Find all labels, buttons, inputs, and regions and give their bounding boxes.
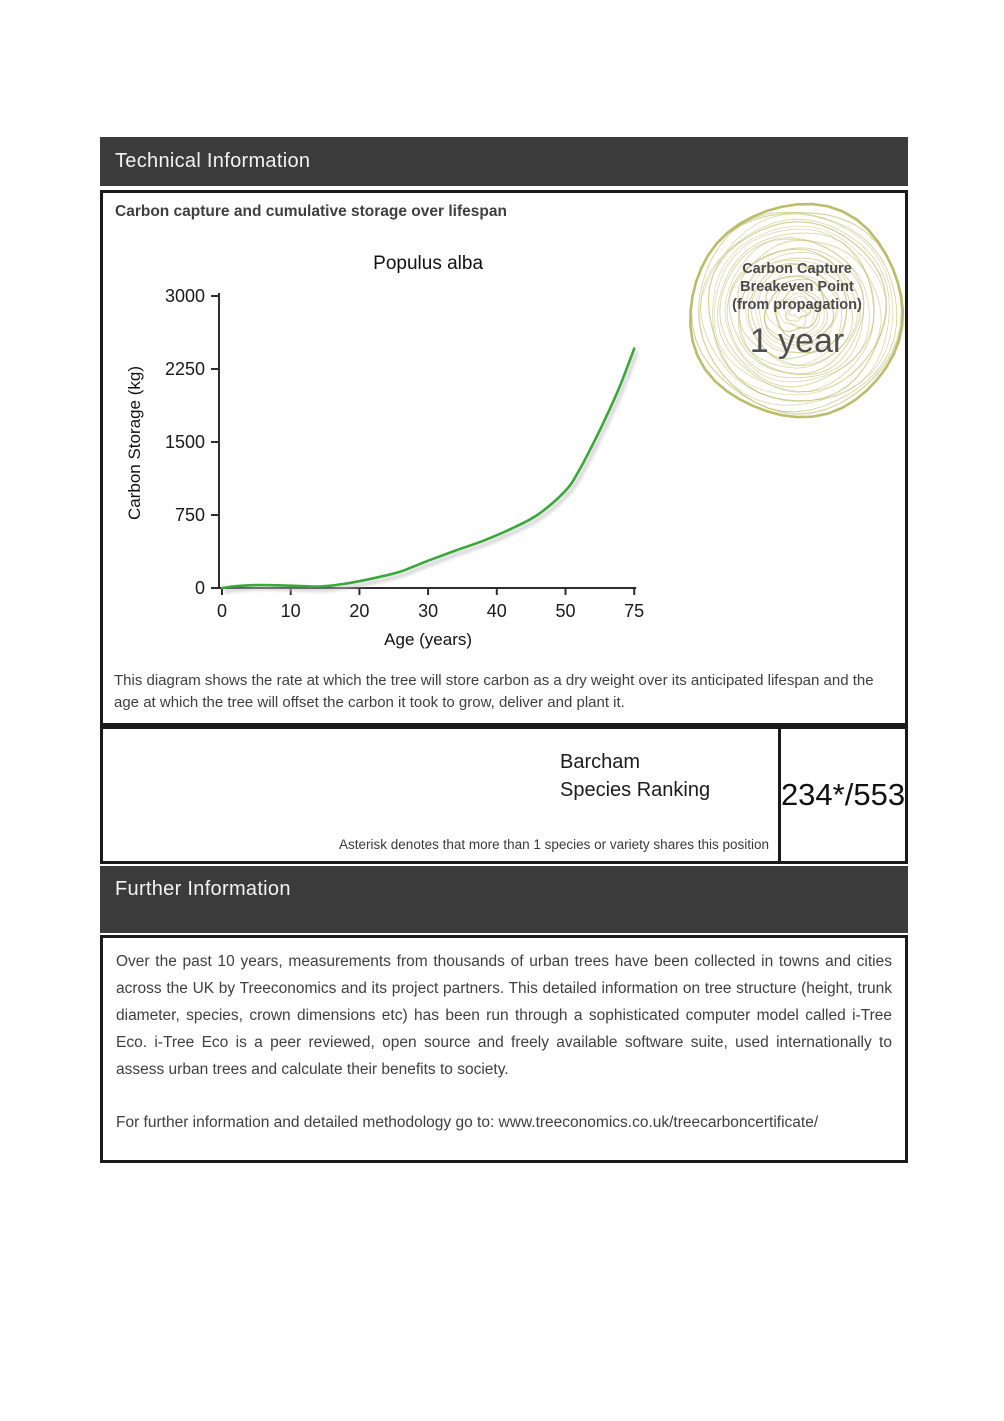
species-ranking-value-cell xyxy=(778,729,905,861)
chart-caption: This diagram shows the rate at which the tree will store carbon as a dry weight over its anticipated lifespan and the age at which the tree will offset the carbon it took to grow, deliver and plant it. xyxy=(114,672,874,711)
technical-information-header xyxy=(100,137,908,186)
svg-text:10: 10 xyxy=(280,601,301,621)
svg-text:Populus alba: Populus alba xyxy=(373,253,484,274)
carbon-storage-chart xyxy=(113,241,678,676)
species-ranking-section xyxy=(100,726,908,864)
carbon-chart-section xyxy=(100,190,908,726)
breakeven-badge-text xyxy=(683,260,911,361)
svg-text:30: 30 xyxy=(418,601,439,621)
asterisk-footnote: Asterisk denotes that more than 1 species or variety shares this position xyxy=(339,837,769,852)
svg-text:0: 0 xyxy=(194,578,205,598)
further-information-title: Further Information xyxy=(115,878,291,900)
svg-text:0: 0 xyxy=(216,601,228,621)
further-information-section xyxy=(100,935,908,1163)
breakeven-badge xyxy=(683,198,911,426)
svg-text:75: 75 xyxy=(624,601,645,621)
svg-text:1500: 1500 xyxy=(164,432,205,452)
technical-information-title: Technical Information xyxy=(115,150,311,172)
svg-text:Carbon Storage (kg): Carbon Storage (kg) xyxy=(125,365,144,521)
further-information-link-line: For further information and detailed methodology go to: www.treeconomics.co.uk/treecarboncertificate/ xyxy=(116,1114,819,1131)
chart-section-subtitle: Carbon capture and cumulative storage over lifespan xyxy=(115,203,507,220)
further-information-header xyxy=(100,866,908,933)
svg-text:2250: 2250 xyxy=(164,359,205,379)
further-information-paragraph: Over the past 10 years, measurements from thousands of urban trees have been collected in towns and cities across the UK by Treeconomics and its project partners. This detailed information on tree structure (height, trunk diameter, species, crown dimensions etc) has been run through a sophisticated computer model called i-Tree Eco. i-Tree Eco is a peer reviewed, open source and freely available software suite, used internationally to assess urban trees and calculate their benefits to society. xyxy=(116,953,892,1078)
species-ranking-left-cell xyxy=(103,729,778,861)
badge-line-3: (from propagation) xyxy=(732,297,862,313)
svg-text:750: 750 xyxy=(174,505,205,525)
breakeven-value: 1 year xyxy=(749,322,845,360)
technical-document xyxy=(100,137,908,1163)
svg-text:3000: 3000 xyxy=(164,286,205,306)
svg-text:50: 50 xyxy=(555,601,576,621)
badge-line-2: Breakeven Point xyxy=(740,279,854,295)
svg-text:Age (years): Age (years) xyxy=(384,630,473,649)
ranking-label-line-2: Species Ranking xyxy=(560,779,711,801)
ranking-label-line-1: Barcham xyxy=(560,751,641,773)
species-ranking-label xyxy=(560,748,710,804)
svg-text:40: 40 xyxy=(486,601,507,621)
badge-line-1: Carbon Capture xyxy=(742,261,852,277)
svg-text:20: 20 xyxy=(349,601,370,621)
species-ranking-value: 234*/553 xyxy=(780,777,906,812)
